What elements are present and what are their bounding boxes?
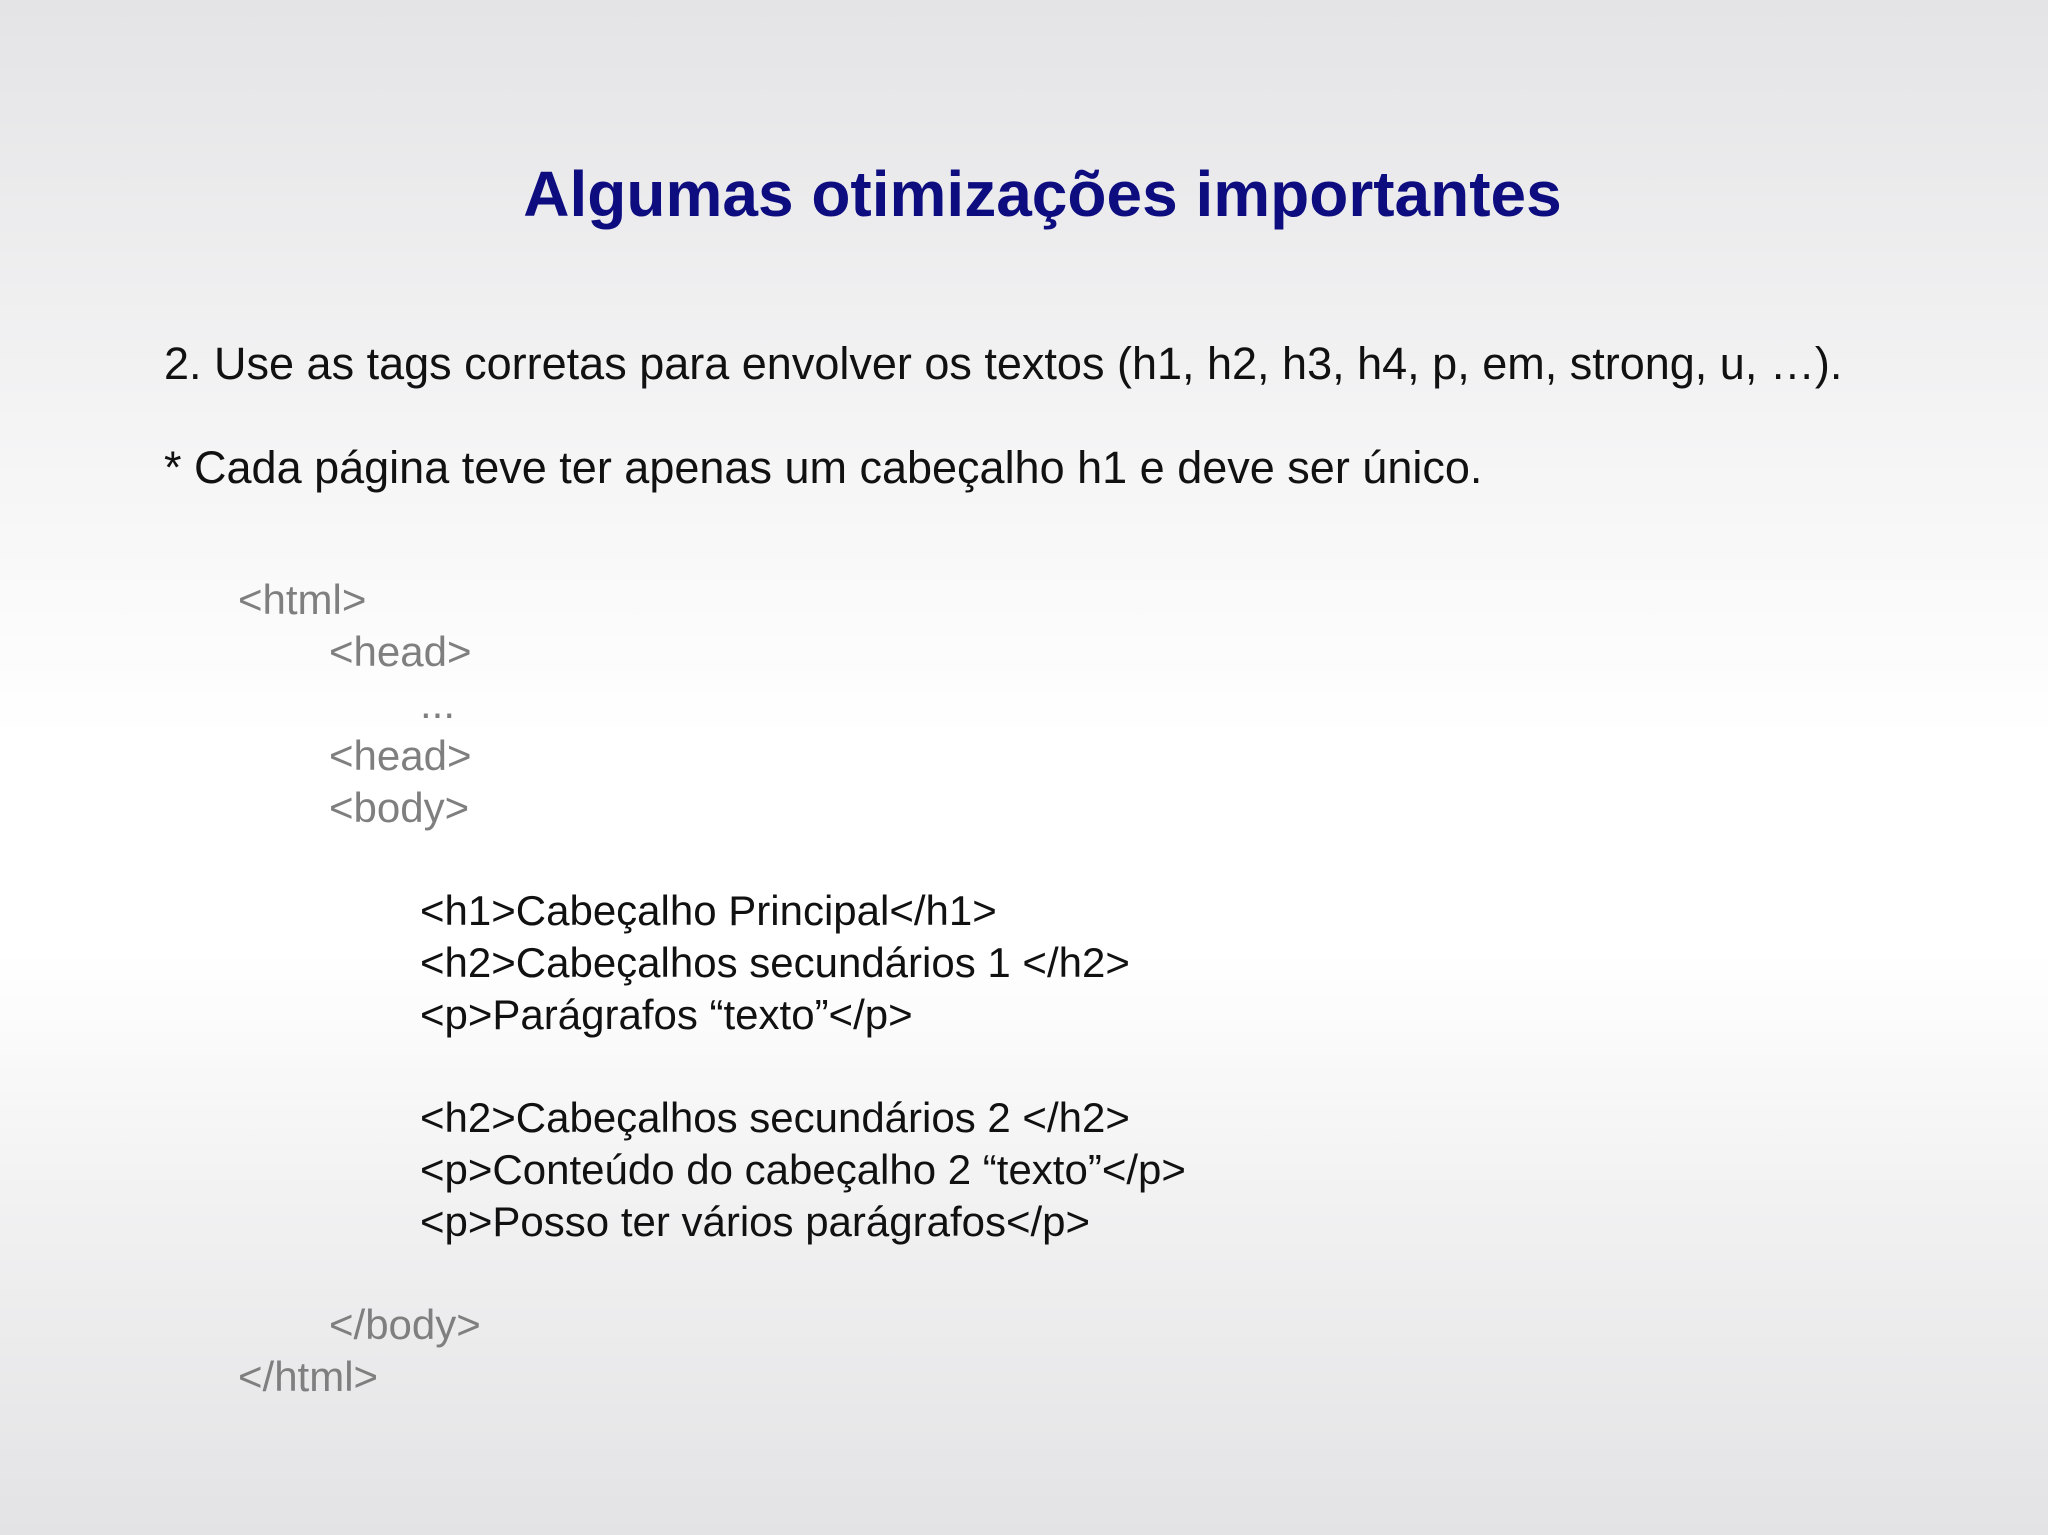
code-line-head-close: <head> [329, 732, 472, 779]
slide-title: Algumas otimizações importantes [523, 158, 1562, 230]
instruction-text: 2. Use as tags corretas para envolver os textos (h1, h2, h3, h4, p, em, strong, u, …). [164, 338, 1843, 389]
code-line-p-first: <p>Parágrafos “texto”</p> [420, 991, 913, 1038]
code-line-h2-second: <h2>Cabeçalhos secundários 2 </h2> [420, 1094, 1130, 1141]
code-line-p-second: <p>Conteúdo do cabeçalho 2 “texto”</p> [420, 1146, 1186, 1193]
code-line-head-open: <head> [329, 628, 472, 675]
note-text: * Cada página teve ter apenas um cabeçalho h1 e deve ser único. [164, 442, 1483, 493]
code-line-h1: <h1>Cabeçalho Principal</h1> [420, 887, 997, 934]
code-line-p-third: <p>Posso ter vários parágrafos</p> [420, 1198, 1091, 1245]
code-line-html-open: <html> [238, 576, 367, 623]
code-line-body-open: <body> [329, 784, 470, 831]
code-line-h2-first: <h2>Cabeçalhos secundários 1 </h2> [420, 939, 1130, 986]
code-line-ellipsis: ... [420, 680, 456, 727]
code-line-body-close: </body> [329, 1301, 481, 1348]
code-line-html-close: </html> [238, 1353, 379, 1400]
